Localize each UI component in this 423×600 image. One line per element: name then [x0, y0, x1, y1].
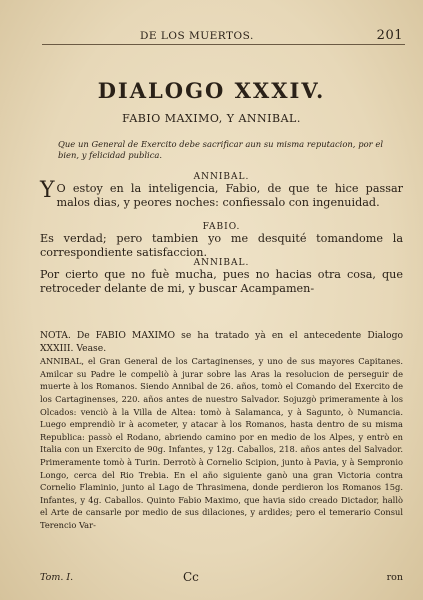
page-number: 201: [376, 28, 403, 43]
note-body: ANNIBAL, el Gran General de los Cartaginenses, y uno de sus mayores Capitanes. Amilcar su Padre le compeliò à jurar sobre las Aras la resolucion de perseguir de muerte à los Romanos. Siendo Annibal de 26. años, tomò el Comando del Exercito de los Cartaginenses, 220. años antes de nuestro Salvador. Sojuzgò primeramente à los Olcados: venciò à la Villa de Altea: tomò à Salamanca, y à Sagunto, ò Numancia. Luego emprendiò ir à acometer, y atacar à los Romanos, hasta dentro de su misma Republica: passò el Rodano, abriendo camino por en medio de los Alpes, y entrò en Italia con un Exercito de 90g. Infantes, y 12g. Caballos, 218. años antes del Salvador. Primeramente tomò à Turin. Derrotò à Cornelio Scipion, junto à Pavia, y à Sempronio Longo, cerca del Rio Trebia. En el año siguiente ganò una gran Victoria contra Cornelio Flaminio, junto al Lago de Thrasimena, donde perdieron los Romanos 15g. Infantes, y 4g. Caballos. Quinto Fabio Maximo, que havia sido creado Dictador, hallò el Arte de cansarle por medio de sus dilaciones, y ardides; pero el temerario Consul Terencio Var-: [40, 356, 403, 530]
drop-cap: Y: [40, 178, 55, 203]
running-head: DE LOS MUERTOS.: [140, 30, 254, 42]
speech-body: Es verdad; pero tambien yo me desquité tomandome la correspondiente satisfaccion.: [40, 232, 403, 259]
speaker-name: ANNIBAL.: [193, 258, 250, 268]
signature-mark: Cc: [183, 570, 199, 584]
speech-block: [40, 172, 403, 210]
speech-text: [40, 178, 403, 210]
speech-body: Por cierto que no fuè mucha, pues no hacias otra cosa, que retroceder delante de mi, y buscar Acampamen-: [40, 268, 403, 295]
speech-block: [40, 222, 403, 260]
dialog-speakers: FABIO MAXIMO, Y ANNIBAL.: [122, 112, 301, 125]
dialog-title: DIALOGO XXXIV.: [97, 78, 326, 103]
footnote: [40, 330, 403, 532]
note-heading: NOTA. De FABIO MAXIMO se ha tratado yà en el antecedente Dialogo XXXIII. Vease.: [40, 330, 403, 354]
header-rule: [42, 44, 405, 45]
dialog-argument: Que un General de Exercito debe sacrificar aun su misma reputacion, por el bien, y felicidad publica.: [58, 139, 383, 160]
speech-body: O estoy en la inteligencia, Fabio, de que te hice passar malos dias, y peores noches: confiessalo con ingenuidad.: [56, 182, 403, 209]
volume-mark: Tom. I.: [40, 572, 74, 583]
speech-block: [40, 258, 403, 296]
speaker-name: FABIO.: [202, 222, 241, 232]
speaker-name: ANNIBAL.: [193, 172, 250, 182]
catchword: ron: [386, 572, 403, 583]
